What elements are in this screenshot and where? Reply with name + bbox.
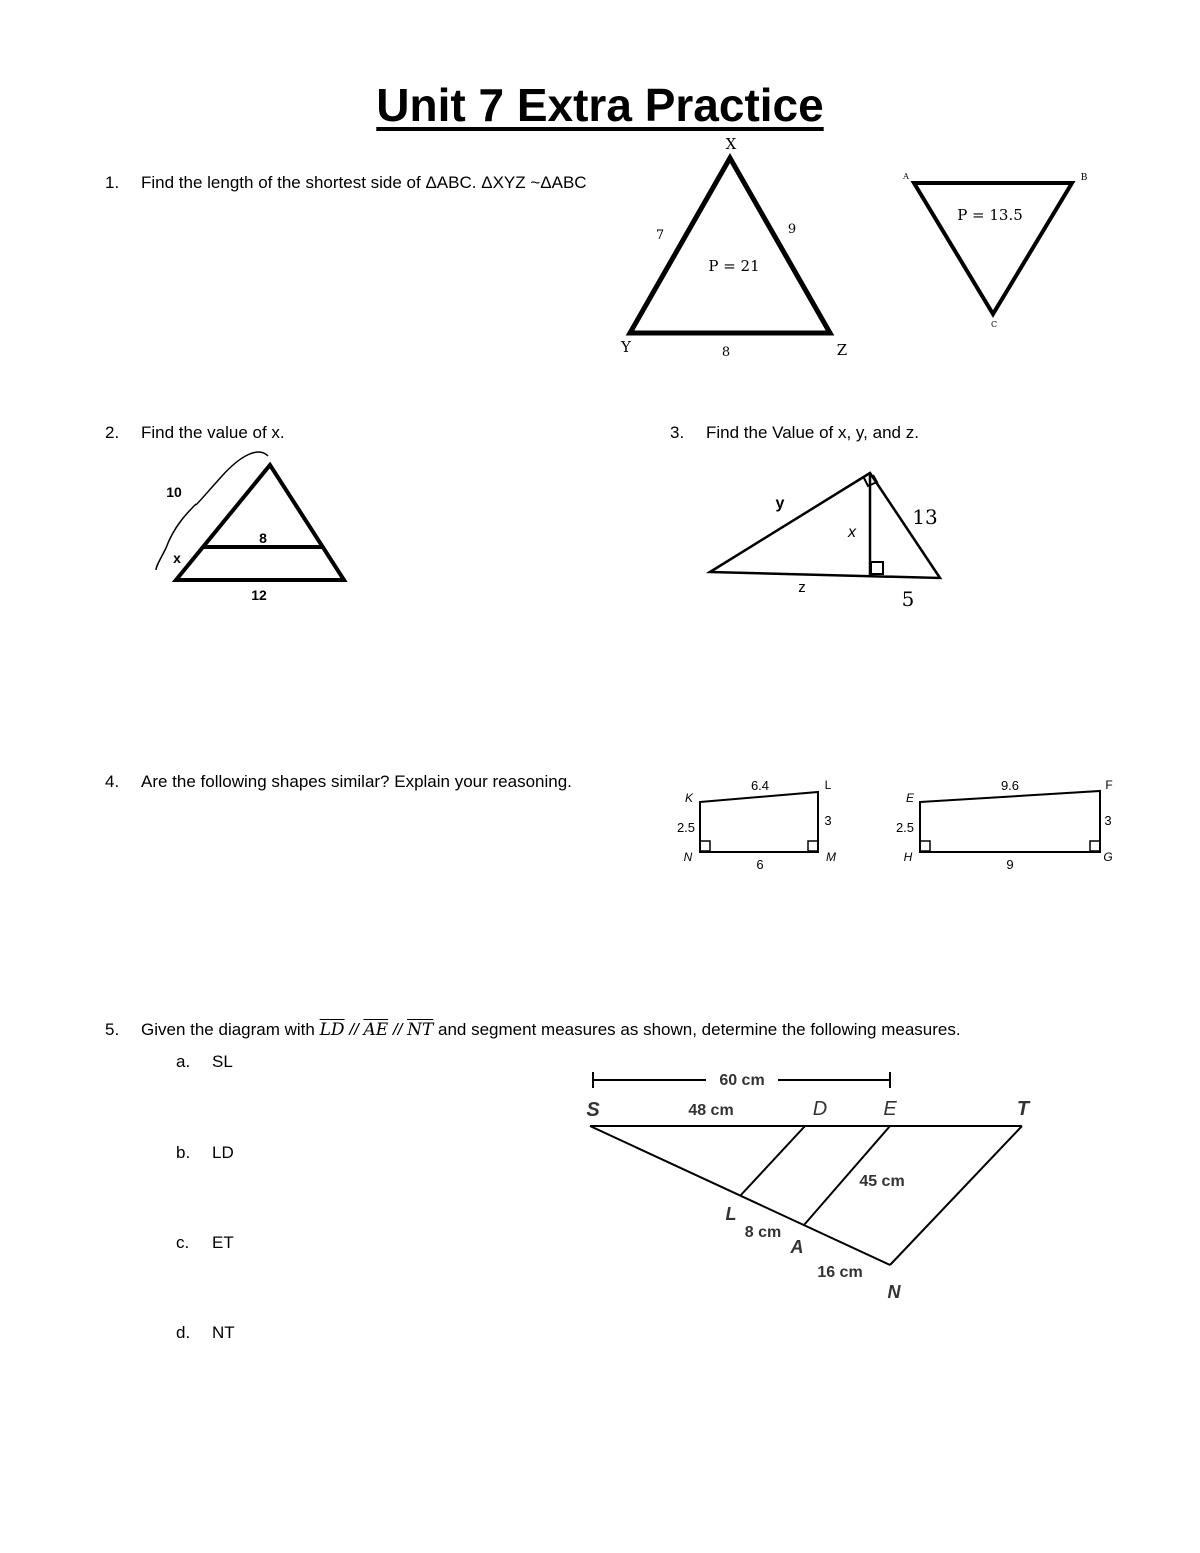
vertex-g-label: G — [1103, 850, 1113, 864]
segment-ld: $\overline{LD}$ — [319, 1020, 345, 1040]
part-a-letter: a. — [176, 1052, 191, 1071]
label-fortyfive: 45 cm — [859, 1173, 905, 1190]
vertex-y-label: Y — [621, 338, 631, 356]
vertex-a-label: A — [903, 172, 909, 181]
question-3-number: 3. — [670, 423, 685, 442]
question-3-text: Find the Value of x, y, and z. — [706, 423, 919, 442]
part-a-label: SL — [212, 1052, 233, 1071]
label-sixteen: 16 cm — [817, 1264, 863, 1281]
label-x: x — [173, 550, 181, 566]
label-eight: 8 — [259, 530, 267, 546]
point-d-label: D — [812, 1098, 828, 1120]
vertex-m-label: M — [826, 850, 836, 864]
vertex-h-label: H — [903, 850, 913, 864]
label-five: 5 — [901, 587, 915, 611]
question-5-text-after: and segment measures as shown, determine the following measures. — [438, 1020, 961, 1039]
segment-ae: $\overline{AE}$ — [363, 1020, 389, 1040]
label-x: x — [848, 524, 856, 541]
side-xz-label: 9 — [787, 222, 797, 237]
part-b-label: LD — [212, 1143, 234, 1162]
point-e-label: E — [883, 1098, 897, 1120]
vertex-f-label: F — [1105, 778, 1113, 792]
page-title: Unit 7 Extra Practice — [376, 79, 824, 131]
vertex-e-label: E — [905, 791, 915, 805]
vertex-b-label: B — [1080, 173, 1088, 183]
vertex-l-label: L — [824, 778, 832, 792]
side-lm-label: 3 — [824, 813, 832, 828]
question-5-number: 5. — [105, 1020, 120, 1039]
question-1-text: Find the length of the shortest side of ΔABC. ΔXYZ ~ΔABC — [141, 173, 587, 192]
side-yz-label: 8 — [721, 345, 731, 360]
label-y: y — [775, 495, 785, 512]
parallel-symbol-2: // — [392, 1020, 403, 1039]
point-l-label: L — [725, 1204, 737, 1224]
question-2-text: Find the value of x. — [141, 423, 285, 442]
side-fg-label: 3 — [1104, 813, 1112, 828]
label-ten: 10 — [166, 484, 182, 500]
vertex-z-label: Z — [836, 341, 848, 359]
segment-nt-line — [890, 1126, 1022, 1265]
part-d-label: NT — [212, 1323, 235, 1342]
question-4-text: Are the following shapes similar? Explain your reasoning. — [141, 772, 572, 791]
abc-perimeter-label: P = 13.5 — [957, 206, 1023, 224]
vertex-n-label: N — [683, 850, 693, 864]
question-5-text-before: Given the diagram with — [141, 1020, 315, 1039]
vertex-c-label: C — [990, 320, 998, 329]
side-xy-label: 7 — [655, 228, 665, 243]
part-c-label: ET — [212, 1233, 234, 1252]
part-b-letter: b. — [176, 1143, 191, 1162]
label-eight-cm: 8 cm — [744, 1224, 782, 1241]
label-sixty: 60 cm — [719, 1072, 765, 1089]
label-fortyeight: 48 cm — [688, 1102, 734, 1119]
part-c-letter: c. — [176, 1233, 190, 1252]
side-kn-label: 2.5 — [676, 820, 696, 835]
side-nm-label: 6 — [756, 857, 764, 872]
label-twelve: 12 — [251, 587, 267, 603]
segment-nt: $\overline{NT}$ — [407, 1020, 434, 1040]
point-s-label: S — [586, 1099, 600, 1121]
vertex-x-label: X — [725, 135, 737, 153]
question-1-number: 1. — [105, 173, 120, 192]
label-thirteen: 13 — [912, 505, 938, 529]
side-hg-label: 9 — [1006, 857, 1014, 872]
side-kl-label: 6.4 — [750, 778, 770, 793]
point-t-label: T — [1016, 1098, 1030, 1120]
question-2-number: 2. — [105, 423, 120, 442]
segment-ld-line — [740, 1126, 805, 1196]
point-a-label: A — [790, 1237, 804, 1257]
side-eh-label: 2.5 — [895, 820, 915, 835]
point-n-label: N — [887, 1282, 901, 1302]
side-ef-label: 9.6 — [1000, 778, 1020, 793]
parallel-symbol-1: // — [349, 1020, 359, 1039]
label-z: z — [798, 579, 806, 596]
question-4-number: 4. — [105, 772, 120, 791]
vertex-k-label: K — [684, 791, 694, 805]
xyz-perimeter-label: P = 21 — [708, 257, 760, 275]
part-d-letter: d. — [176, 1323, 191, 1342]
